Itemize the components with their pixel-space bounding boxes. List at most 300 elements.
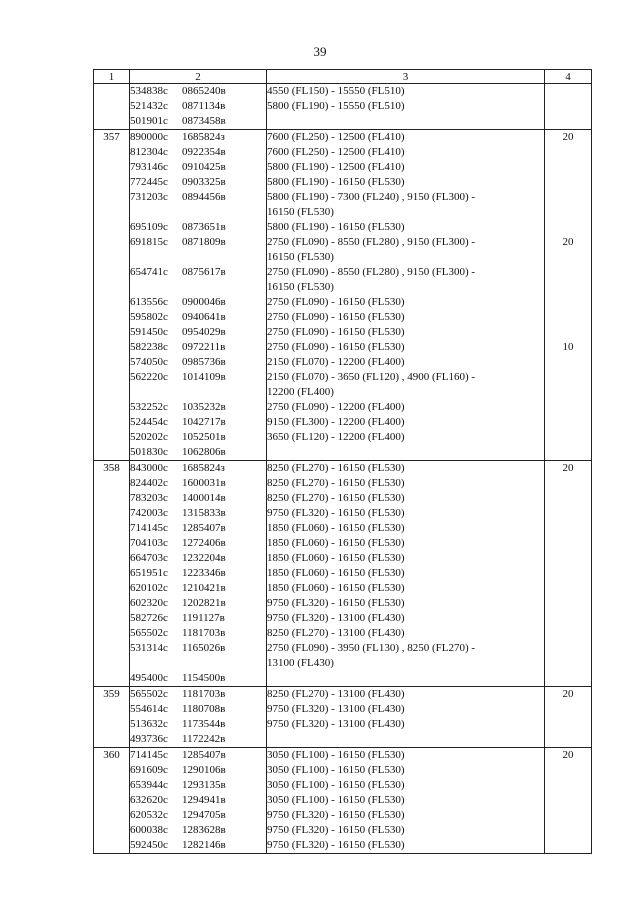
altitude-range-text: 2150 (FL070) - 3650 (FL120) , 4900 (FL160) -	[267, 371, 476, 383]
altitude-range	[267, 838, 544, 853]
altitude-range	[267, 461, 544, 476]
altitude-range-text: 1850 (FL060) - 16150 (FL530)	[267, 537, 405, 549]
altitude-range	[267, 823, 544, 838]
latitude-code: 653944c	[130, 779, 168, 791]
altitude-range	[267, 190, 544, 220]
row-value	[545, 160, 591, 175]
longitude-code: 1042717в	[182, 416, 226, 428]
row-value	[545, 778, 591, 793]
longitude-code: 0910425в	[182, 161, 226, 173]
altitude-range	[267, 400, 544, 415]
altitude-range-text: 3050 (FL100) - 16150 (FL530)	[267, 764, 405, 776]
altitude-range	[267, 808, 544, 823]
longitude-code: 1181703в	[182, 627, 226, 639]
table-group	[94, 461, 592, 687]
row-value	[545, 551, 591, 566]
row-value	[545, 491, 591, 506]
latitude-code: 695109c	[130, 221, 168, 233]
longitude-code: 1062806в	[182, 446, 226, 458]
longitude-code: 0873458в	[182, 115, 226, 127]
longitude-code: 0903325в	[182, 176, 226, 188]
latitude-code: 772445c	[130, 176, 168, 188]
latitude-code: 554614c	[130, 703, 168, 715]
latitude-code: 562220c	[130, 371, 168, 383]
longitude-code: 1180708в	[182, 703, 226, 715]
latitude-code: 501901c	[130, 115, 168, 127]
row-value: 20	[562, 236, 574, 248]
longitude-code: 0900046в	[182, 296, 226, 308]
section-number	[94, 84, 130, 130]
row-value	[545, 823, 591, 838]
longitude-code: 0922354в	[182, 146, 226, 158]
altitude-range-text: 5800 (FL190) - 16150 (FL530)	[267, 176, 405, 188]
altitude-range-text: 2750 (FL090) - 3950 (FL130) , 8250 (FL270) -	[267, 642, 476, 654]
coordinates-cell	[130, 130, 267, 461]
longitude-code: 0871809в	[182, 236, 226, 248]
coordinate-pair	[130, 596, 266, 611]
longitude-code: 1285407в	[182, 749, 226, 761]
altitude-range	[267, 641, 544, 671]
coordinate-pair	[130, 400, 266, 415]
coordinate-pair	[130, 325, 266, 340]
longitude-code: 1052501в	[182, 431, 226, 443]
altitude-range	[267, 160, 544, 175]
altitude-range	[267, 175, 544, 190]
row-value	[545, 175, 591, 190]
column-header-4: 4	[545, 70, 592, 84]
latitude-code: 501830c	[130, 446, 168, 458]
altitude-range-text: 9750 (FL320) - 13100 (FL430)	[267, 612, 405, 624]
coordinate-pair	[130, 370, 266, 400]
coordinates-cell	[130, 687, 267, 748]
altitude-range	[267, 370, 544, 400]
row-value	[545, 84, 591, 99]
longitude-code: 1294941в	[182, 794, 226, 806]
coordinates-cell	[130, 748, 267, 854]
altitude-range	[267, 114, 544, 129]
table-row	[94, 130, 592, 461]
altitude-range-text: 9750 (FL320) - 13100 (FL430)	[267, 703, 405, 715]
longitude-code: 1191127в	[182, 612, 225, 624]
altitude-ranges-cell	[267, 84, 545, 130]
longitude-code: 1223346в	[182, 567, 226, 579]
altitude-range	[267, 295, 544, 310]
longitude-code: 1165026в	[182, 642, 226, 654]
altitude-range	[267, 476, 544, 491]
table-group	[94, 687, 592, 748]
altitude-range	[267, 732, 544, 747]
latitude-code: 714145c	[130, 749, 168, 761]
row-value	[545, 400, 591, 415]
altitude-range-text: 16150 (FL530)	[267, 206, 334, 218]
coordinate-pair	[130, 748, 266, 763]
longitude-code: 1400014в	[182, 492, 226, 504]
altitude-range	[267, 235, 544, 265]
longitude-code: 0865240в	[182, 85, 226, 97]
row-value	[545, 838, 591, 853]
coordinate-pair	[130, 310, 266, 325]
altitude-range-text: 1850 (FL060) - 16150 (FL530)	[267, 582, 405, 594]
value-cell	[545, 461, 592, 687]
altitude-range-text: 9750 (FL320) - 16150 (FL530)	[267, 824, 405, 836]
coordinate-pair	[130, 778, 266, 793]
row-value	[545, 370, 591, 400]
coordinate-pair	[130, 99, 266, 114]
latitude-code: 574050c	[130, 356, 168, 368]
coordinate-pair	[130, 536, 266, 551]
row-value: 20	[562, 749, 574, 761]
altitude-range	[267, 99, 544, 114]
row-value	[545, 596, 591, 611]
altitude-range	[267, 445, 544, 460]
coordinate-pair	[130, 445, 266, 460]
row-value	[545, 430, 591, 445]
altitude-range	[267, 763, 544, 778]
latitude-code: 613556c	[130, 296, 168, 308]
row-value	[545, 566, 591, 581]
coordinate-pair	[130, 476, 266, 491]
coordinate-pair	[130, 566, 266, 581]
row-value	[545, 445, 591, 460]
coordinate-pair	[130, 626, 266, 641]
latitude-code: 664703c	[130, 552, 168, 564]
altitude-range-text: 1850 (FL060) - 16150 (FL530)	[267, 552, 405, 564]
coordinate-pair	[130, 130, 266, 145]
altitude-range-text: 2750 (FL090) - 8550 (FL280) , 9150 (FL300) -	[267, 236, 476, 248]
altitude-range-text: 9750 (FL320) - 13100 (FL430)	[267, 718, 405, 730]
altitude-range	[267, 702, 544, 717]
latitude-code: 742003c	[130, 507, 168, 519]
altitude-range	[267, 566, 544, 581]
row-value: 20	[562, 688, 574, 700]
altitude-range-text: 8250 (FL270) - 16150 (FL530)	[267, 462, 405, 474]
altitude-range	[267, 145, 544, 160]
latitude-code: 524454c	[130, 416, 168, 428]
latitude-code: 600038c	[130, 824, 168, 836]
latitude-code: 602320c	[130, 597, 168, 609]
table-group	[94, 84, 592, 130]
latitude-code: 812304c	[130, 146, 168, 158]
altitude-range	[267, 671, 544, 686]
airspace-table	[93, 69, 592, 854]
row-value	[545, 355, 591, 370]
altitude-range	[267, 551, 544, 566]
row-value	[545, 506, 591, 521]
latitude-code: 595802c	[130, 311, 168, 323]
coordinate-pair	[130, 491, 266, 506]
altitude-range	[267, 717, 544, 732]
altitude-range-text: 3650 (FL120) - 12200 (FL400)	[267, 431, 405, 443]
value-cell	[545, 687, 592, 748]
coordinate-pair	[130, 175, 266, 190]
section-number: 359	[94, 687, 130, 748]
altitude-range-text: 9750 (FL320) - 16150 (FL530)	[267, 839, 405, 851]
row-value	[545, 114, 591, 129]
table-row	[94, 461, 592, 687]
coordinate-pair	[130, 641, 266, 671]
altitude-range-text: 8250 (FL270) - 13100 (FL430)	[267, 627, 405, 639]
altitude-range-text: 12200 (FL400)	[267, 386, 334, 398]
coordinate-pair	[130, 415, 266, 430]
altitude-range-text: 16150 (FL530)	[267, 281, 334, 293]
column-header-3: 3	[267, 70, 545, 84]
table-row	[94, 687, 592, 748]
longitude-code: 1285407в	[182, 522, 226, 534]
coordinates-cell	[130, 461, 267, 687]
longitude-code: 0875617в	[182, 266, 226, 278]
coordinate-pair	[130, 461, 266, 476]
longitude-code: 0894456в	[182, 191, 226, 203]
latitude-code: 565502c	[130, 688, 168, 700]
latitude-code: 493736c	[130, 733, 168, 745]
coordinate-pair	[130, 235, 266, 265]
table-row	[94, 748, 592, 854]
table-header	[94, 70, 592, 84]
altitude-range	[267, 793, 544, 808]
longitude-code: 1600031в	[182, 477, 226, 489]
row-value	[545, 671, 591, 686]
coordinate-pair	[130, 355, 266, 370]
row-value	[545, 265, 591, 295]
row-value	[545, 325, 591, 340]
latitude-code: 513632c	[130, 718, 168, 730]
altitude-range-text: 5800 (FL190) - 15550 (FL510)	[267, 100, 405, 112]
altitude-range	[267, 778, 544, 793]
latitude-code: 531314c	[130, 642, 168, 654]
coordinate-pair	[130, 763, 266, 778]
altitude-range-text: 9750 (FL320) - 16150 (FL530)	[267, 809, 405, 821]
coordinate-pair	[130, 838, 266, 853]
row-value	[545, 626, 591, 641]
longitude-code: 1290106в	[182, 764, 226, 776]
latitude-code: 532252c	[130, 401, 168, 413]
longitude-code: 1293135в	[182, 779, 226, 791]
value-cell	[545, 130, 592, 461]
altitude-ranges-cell	[267, 748, 545, 854]
longitude-code: 0871134в	[182, 100, 226, 112]
longitude-code: 1283628в	[182, 824, 226, 836]
altitude-range-text: 2750 (FL090) - 16150 (FL530)	[267, 326, 405, 338]
altitude-range-text: 2750 (FL090) - 16150 (FL530)	[267, 311, 405, 323]
altitude-range-text: 2150 (FL070) - 12200 (FL400)	[267, 356, 405, 368]
altitude-range	[267, 687, 544, 702]
altitude-range	[267, 748, 544, 763]
altitude-ranges-cell	[267, 461, 545, 687]
latitude-code: 582726c	[130, 612, 168, 624]
altitude-range	[267, 536, 544, 551]
longitude-code: 1232204в	[182, 552, 226, 564]
latitude-code: 890000c	[130, 131, 168, 143]
latitude-code: 521432c	[130, 100, 168, 112]
longitude-code: 1685824з	[182, 131, 225, 143]
coordinate-pair	[130, 581, 266, 596]
row-value	[545, 476, 591, 491]
longitude-code: 1294705в	[182, 809, 226, 821]
altitude-range-text: 13100 (FL430)	[267, 657, 334, 669]
altitude-range	[267, 84, 544, 99]
altitude-range	[267, 130, 544, 145]
value-cell	[545, 84, 592, 130]
latitude-code: 714145c	[130, 522, 168, 534]
longitude-code: 1282146в	[182, 839, 226, 851]
latitude-code: 783203c	[130, 492, 168, 504]
longitude-code: 1272406в	[182, 537, 226, 549]
longitude-code: 1014109в	[182, 371, 226, 383]
coordinate-pair	[130, 265, 266, 295]
row-value	[545, 702, 591, 717]
longitude-code: 1035232в	[182, 401, 226, 413]
altitude-ranges-cell	[267, 687, 545, 748]
page-number: 39	[313, 44, 327, 59]
latitude-code: 520202c	[130, 431, 168, 443]
altitude-range	[267, 611, 544, 626]
row-value	[545, 763, 591, 778]
latitude-code: 495400c	[130, 672, 168, 684]
longitude-code: 0972211в	[182, 341, 226, 353]
altitude-range-text: 7600 (FL250) - 12500 (FL410)	[267, 146, 405, 158]
altitude-range-text: 16150 (FL530)	[267, 251, 334, 263]
coordinate-pair	[130, 702, 266, 717]
coordinate-pair	[130, 84, 266, 99]
row-value	[545, 611, 591, 626]
latitude-code: 691815c	[130, 236, 168, 248]
altitude-range-text: 9750 (FL320) - 16150 (FL530)	[267, 597, 405, 609]
table-row	[94, 84, 592, 130]
latitude-code: 654741c	[130, 266, 168, 278]
row-value: 20	[562, 131, 574, 143]
latitude-code: 704103c	[130, 537, 168, 549]
coordinate-pair	[130, 220, 266, 235]
altitude-range	[267, 220, 544, 235]
altitude-range	[267, 325, 544, 340]
column-header-1: 1	[94, 70, 130, 84]
coordinate-pair	[130, 732, 266, 747]
longitude-code: 1172242в	[182, 733, 226, 745]
row-value: 10	[562, 341, 574, 353]
section-number: 357	[94, 130, 130, 461]
altitude-range-text: 2750 (FL090) - 8550 (FL280) , 9150 (FL300) -	[267, 266, 476, 278]
altitude-range-text: 7600 (FL250) - 12500 (FL410)	[267, 131, 405, 143]
altitude-range-text: 8250 (FL270) - 16150 (FL530)	[267, 477, 405, 489]
coordinate-pair	[130, 793, 266, 808]
row-value	[545, 793, 591, 808]
altitude-range	[267, 581, 544, 596]
value-cell	[545, 748, 592, 854]
coordinate-pair	[130, 717, 266, 732]
longitude-code: 1202821в	[182, 597, 226, 609]
latitude-code: 592450c	[130, 839, 168, 851]
latitude-code: 691609c	[130, 764, 168, 776]
longitude-code: 1210421в	[182, 582, 226, 594]
altitude-range	[267, 506, 544, 521]
latitude-code: 534838c	[130, 85, 168, 97]
coordinate-pair	[130, 430, 266, 445]
altitude-range-text: 4550 (FL150) - 15550 (FL510)	[267, 85, 405, 97]
latitude-code: 620102c	[130, 582, 168, 594]
table-group	[94, 748, 592, 854]
coordinate-pair	[130, 190, 266, 220]
section-number: 360	[94, 748, 130, 854]
altitude-range-text: 8250 (FL270) - 16150 (FL530)	[267, 492, 405, 504]
coordinate-pair	[130, 506, 266, 521]
longitude-code: 1173544в	[182, 718, 226, 730]
section-number: 358	[94, 461, 130, 687]
altitude-range	[267, 265, 544, 295]
row-value	[545, 220, 591, 235]
coordinates-cell	[130, 84, 267, 130]
column-header-2: 2	[130, 70, 267, 84]
altitude-range-text: 3050 (FL100) - 16150 (FL530)	[267, 779, 405, 791]
altitude-range-text: 1850 (FL060) - 16150 (FL530)	[267, 567, 405, 579]
coordinate-pair	[130, 114, 266, 129]
altitude-range	[267, 521, 544, 536]
altitude-ranges-cell	[267, 130, 545, 461]
coordinate-pair	[130, 145, 266, 160]
row-value	[545, 521, 591, 536]
latitude-code: 632620c	[130, 794, 168, 806]
longitude-code: 0985736в	[182, 356, 226, 368]
altitude-range	[267, 491, 544, 506]
coordinate-pair	[130, 521, 266, 536]
latitude-code: 793146c	[130, 161, 168, 173]
altitude-range	[267, 596, 544, 611]
altitude-range	[267, 355, 544, 370]
latitude-code: 591450c	[130, 326, 168, 338]
latitude-code: 731203c	[130, 191, 168, 203]
altitude-range-text: 2750 (FL090) - 16150 (FL530)	[267, 341, 405, 353]
latitude-code: 651951c	[130, 567, 168, 579]
latitude-code: 620532c	[130, 809, 168, 821]
row-value	[545, 717, 591, 732]
row-value	[545, 190, 591, 220]
row-value	[545, 732, 591, 747]
latitude-code: 582238c	[130, 341, 168, 353]
altitude-range-text: 2750 (FL090) - 16150 (FL530)	[267, 296, 405, 308]
row-value	[545, 310, 591, 325]
coordinate-pair	[130, 551, 266, 566]
row-value	[545, 641, 591, 671]
longitude-code: 1181703в	[182, 688, 226, 700]
row-value	[545, 415, 591, 430]
altitude-range	[267, 430, 544, 445]
coordinate-pair	[130, 823, 266, 838]
altitude-range-text: 5800 (FL190) - 12500 (FL410)	[267, 161, 405, 173]
row-value	[545, 295, 591, 310]
longitude-code: 1154500в	[182, 672, 226, 684]
altitude-range-text: 9150 (FL300) - 12200 (FL400)	[267, 416, 405, 428]
row-value	[545, 145, 591, 160]
coordinate-pair	[130, 808, 266, 823]
row-value: 20	[562, 462, 574, 474]
longitude-code: 0940641в	[182, 311, 226, 323]
row-value	[545, 99, 591, 114]
altitude-range-text: 9750 (FL320) - 16150 (FL530)	[267, 507, 405, 519]
table-group	[94, 130, 592, 461]
coordinate-pair	[130, 687, 266, 702]
row-value	[545, 808, 591, 823]
altitude-range-text: 8250 (FL270) - 13100 (FL430)	[267, 688, 405, 700]
altitude-range	[267, 626, 544, 641]
coordinate-pair	[130, 340, 266, 355]
row-value	[545, 581, 591, 596]
altitude-range	[267, 415, 544, 430]
latitude-code: 824402c	[130, 477, 168, 489]
latitude-code: 565502c	[130, 627, 168, 639]
longitude-code: 0873651в	[182, 221, 226, 233]
altitude-range	[267, 310, 544, 325]
coordinate-pair	[130, 671, 266, 686]
coordinate-pair	[130, 611, 266, 626]
